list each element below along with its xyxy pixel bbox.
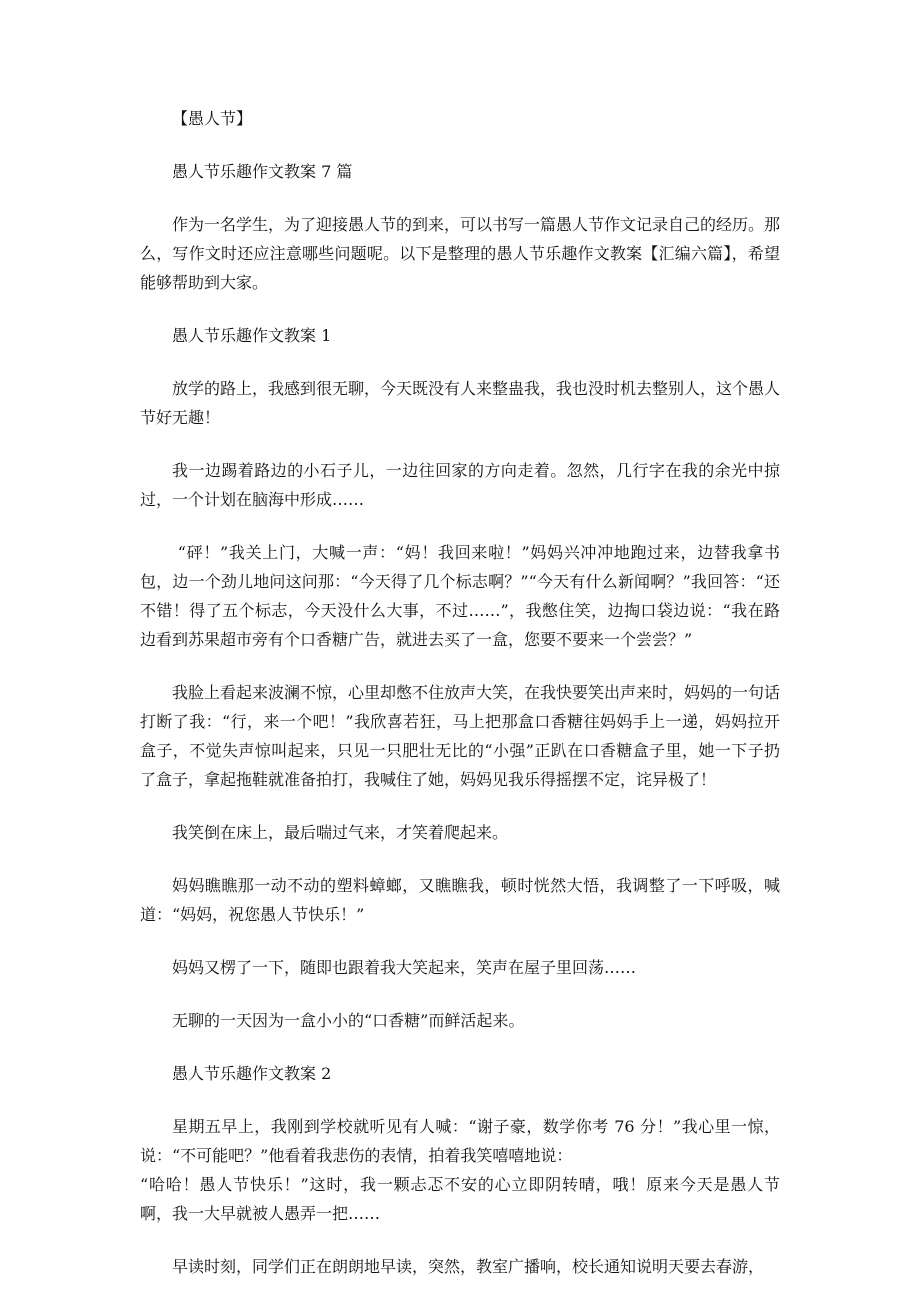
essay-1-paragraph: 妈妈又楞了一下，随即也跟着我大笑起来，笑声在屋子里回荡…… <box>172 958 637 977</box>
essay-2-paragraph: “哈哈！愚人节快乐！”这时，我一颗忐忑不安的心立即阴转晴，哦！原来今天是愚人节啊，我一大早就被人愚弄一把…… <box>140 1175 780 1223</box>
document-title: 愚人节乐趣作文教案 7 篇 <box>172 162 353 181</box>
essay-2-paragraph: 星期五早上，我刚到学校就听见有人喊：“谢子豪，数学你考 76 分！”我心里一惊，说：“不可能吧？”他看着我悲伤的表情，拍着我笑嘻嘻地说： <box>140 1117 780 1165</box>
essay-1-paragraph: “砰！”我关上门，大喊一声：“妈！我回来啦！”妈妈兴冲冲地跑过来，边替我拿书包，边一个劲儿地问这问那：“今天得了几个标志啊？”“今天有什么新闻啊？”我回答：“还不错！得了五个标志，今天没什么大事，不过……”，我憋住笑，边掏口袋边说：“我在路边看到苏果超市旁有个口香糖广告，就进去买了一盒，您要不要来一个尝尝？” <box>140 543 780 649</box>
essay-1-paragraph: 无聊的一天因为一盒小小的“口香糖”而鲜活起来。 <box>172 1011 525 1030</box>
essay-1-heading: 愚人节乐趣作文教案 1 <box>172 326 332 345</box>
essay-1-paragraph: 我笑倒在床上，最后喘过气来，才笑着爬起来。 <box>172 823 509 842</box>
intro-paragraph: 作为一名学生，为了迎接愚人节的到来，可以书写一篇愚人节作文记录自己的经历。那么，写作文时还应注意哪些问题呢。以下是整理的愚人节乐趣作文教案【汇编六篇】，希望能够帮助到大家。 <box>140 215 781 292</box>
essay-1-paragraph: 我脸上看起来波澜不惊，心里却憋不住放声大笑，在我快要笑出声来时，妈妈的一句话打断了我：“行，来一个吧！”我欣喜若狂，马上把那盒口香糖往妈妈手上一递，妈妈拉开盒子，不觉失声惊叫起来，只见一只肥壮无比的“小强”正趴在口香糖盒子里，她一下子扔了盒子，拿起拖鞋就准备拍打，我喊住了她，妈妈见我乐得摇摆不定，诧异极了！ <box>140 683 781 789</box>
essay-1-paragraph: 放学的路上，我感到很无聊，今天既没有人来整蛊我，我也没时机去整别人，这个愚人节好无趣！ <box>140 379 781 427</box>
essay-2-heading: 愚人节乐趣作文教案 2 <box>172 1064 332 1083</box>
essay-1-paragraph: 妈妈瞧瞧那一动不动的塑料蟑螂，又瞧瞧我，顿时恍然大悟，我调整了一下呼吸，喊道：“妈妈，祝您愚人节快乐！” <box>140 876 780 924</box>
essay-1-paragraph: 我一边踢着路边的小石子儿，一边往回家的方向走着。忽然，几行字在我的余光中掠过，一个计划在脑海中形成…… <box>140 461 780 509</box>
essay-2-paragraph: 早读时刻，同学们正在朗朗地早读，突然，教室广播响，校长通知说明天要去春游， <box>172 1257 765 1276</box>
section-tag: 【愚人节】 <box>172 109 253 128</box>
